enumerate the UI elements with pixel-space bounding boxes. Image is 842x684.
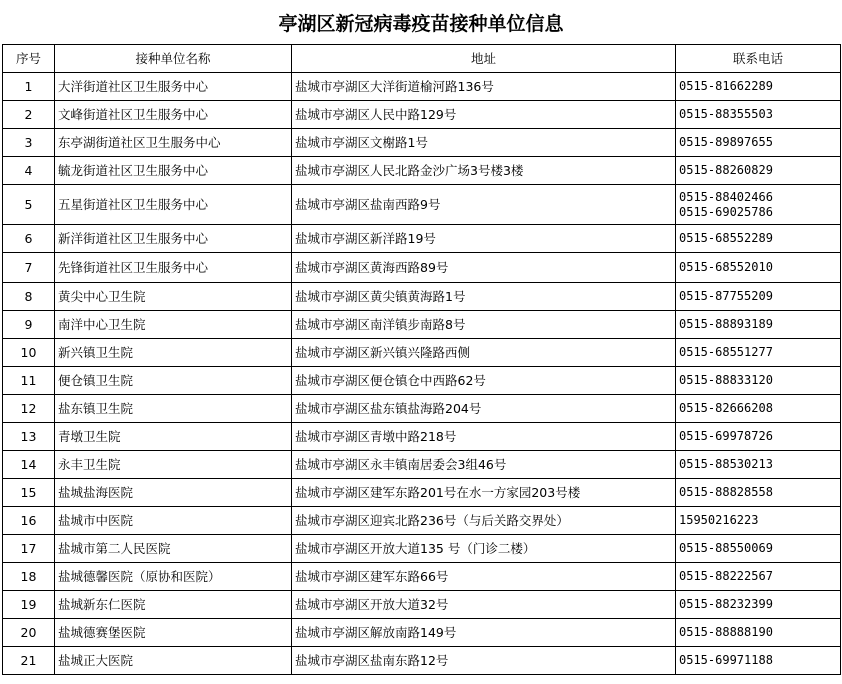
- cell-no: 6: [3, 225, 55, 253]
- table-row: [3, 225, 841, 253]
- header-no: 序号: [3, 45, 55, 73]
- cell-name: 永丰卫生院: [55, 451, 292, 479]
- header-name: 接种单位名称: [55, 45, 292, 73]
- cell-address: 盐城市亭湖区青墩中路218号: [292, 423, 676, 451]
- table-row: [3, 367, 841, 395]
- cell-name: 盐城盐海医院: [55, 479, 292, 507]
- cell-address: 盐城市亭湖区大洋街道榆河路136号: [292, 73, 676, 101]
- vaccination-sites-table: [2, 44, 841, 675]
- table-row: [3, 451, 841, 479]
- cell-name: 东亭湖街道社区卫生服务中心: [55, 129, 292, 157]
- cell-no: 19: [3, 591, 55, 619]
- cell-address: 盐城市亭湖区人民中路129号: [292, 101, 676, 129]
- cell-phone: 0515-69971188: [676, 647, 841, 675]
- cell-no: 11: [3, 367, 55, 395]
- table-row: [3, 73, 841, 101]
- cell-no: 12: [3, 395, 55, 423]
- cell-no: 1: [3, 73, 55, 101]
- cell-address: 盐城市亭湖区便仓镇仓中西路62号: [292, 367, 676, 395]
- cell-name: 盐城新东仁医院: [55, 591, 292, 619]
- table-row: [3, 535, 841, 563]
- cell-phone: 0515-88260829: [676, 157, 841, 185]
- cell-no: 14: [3, 451, 55, 479]
- cell-name: 先锋街道社区卫生服务中心: [55, 253, 292, 283]
- cell-no: 4: [3, 157, 55, 185]
- table-body: [3, 73, 841, 675]
- table-row: [3, 339, 841, 367]
- cell-name: 盐城正大医院: [55, 647, 292, 675]
- table-row: [3, 157, 841, 185]
- cell-address: 盐城市亭湖区文榭路1号: [292, 129, 676, 157]
- cell-no: 9: [3, 311, 55, 339]
- cell-phone: 0515-88550069: [676, 535, 841, 563]
- cell-address: 盐城市亭湖区盐南西路9号: [292, 185, 676, 225]
- cell-no: 16: [3, 507, 55, 535]
- cell-name: 毓龙街道社区卫生服务中心: [55, 157, 292, 185]
- cell-name: 便仓镇卫生院: [55, 367, 292, 395]
- cell-no: 20: [3, 619, 55, 647]
- table-row: [3, 563, 841, 591]
- cell-address: 盐城市亭湖区永丰镇南居委会3组46号: [292, 451, 676, 479]
- cell-phone: 0515-68552010: [676, 253, 841, 283]
- cell-name: 文峰街道社区卫生服务中心: [55, 101, 292, 129]
- cell-address: 盐城市亭湖区建军东路201号在水一方家园203号楼: [292, 479, 676, 507]
- cell-name: 黄尖中心卫生院: [55, 283, 292, 311]
- cell-name: 盐城德馨医院（原协和医院）: [55, 563, 292, 591]
- cell-name: 五星街道社区卫生服务中心: [55, 185, 292, 225]
- header-phone: 联系电话: [676, 45, 841, 73]
- cell-no: 8: [3, 283, 55, 311]
- cell-phone: 0515-88222567: [676, 563, 841, 591]
- cell-name: 南洋中心卫生院: [55, 311, 292, 339]
- cell-no: 5: [3, 185, 55, 225]
- cell-name: 盐城市中医院: [55, 507, 292, 535]
- table-row: [3, 647, 841, 675]
- table-row: [3, 507, 841, 535]
- cell-phone: 0515-69978726: [676, 423, 841, 451]
- table-row: [3, 395, 841, 423]
- cell-name: 盐城德赛堡医院: [55, 619, 292, 647]
- cell-address: 盐城市亭湖区开放大道32号: [292, 591, 676, 619]
- header-address: 地址: [292, 45, 676, 73]
- cell-phone: 0515-88828558: [676, 479, 841, 507]
- cell-address: 盐城市亭湖区黄海西路89号: [292, 253, 676, 283]
- cell-no: 13: [3, 423, 55, 451]
- table-header-row: [3, 45, 841, 73]
- cell-address: 盐城市亭湖区黄尖镇黄海路1号: [292, 283, 676, 311]
- cell-no: 18: [3, 563, 55, 591]
- cell-phone: 0515-88888190: [676, 619, 841, 647]
- table-row: [3, 101, 841, 129]
- cell-no: 7: [3, 253, 55, 283]
- cell-phone: 0515-88232399: [676, 591, 841, 619]
- cell-name: 青墩卫生院: [55, 423, 292, 451]
- table-row: [3, 619, 841, 647]
- cell-no: 21: [3, 647, 55, 675]
- phone-line: 0515-88402466: [679, 189, 773, 204]
- cell-name: 盐城市第二人民医院: [55, 535, 292, 563]
- page-title: 亭湖区新冠病毒疫苗接种单位信息: [278, 12, 564, 35]
- table-row: [3, 185, 841, 225]
- cell-phone: [676, 185, 841, 225]
- cell-phone: 0515-68551277: [676, 339, 841, 367]
- cell-phone: 0515-82666208: [676, 395, 841, 423]
- cell-address: 盐城市亭湖区新洋路19号: [292, 225, 676, 253]
- cell-address: 盐城市亭湖区盐东镇盐海路204号: [292, 395, 676, 423]
- cell-phone: 0515-89897655: [676, 129, 841, 157]
- cell-address: 盐城市亭湖区盐南东路12号: [292, 647, 676, 675]
- cell-address: 盐城市亭湖区迎宾北路236号（与后关路交界处）: [292, 507, 676, 535]
- table-row: [3, 479, 841, 507]
- table-row: [3, 591, 841, 619]
- cell-name: 新兴镇卫生院: [55, 339, 292, 367]
- cell-address: 盐城市亭湖区新兴镇兴隆路西侧: [292, 339, 676, 367]
- table-row: [3, 129, 841, 157]
- cell-phone: 0515-81662289: [676, 73, 841, 101]
- table-row: [3, 311, 841, 339]
- table-row: [3, 423, 841, 451]
- cell-phone: 0515-87755209: [676, 283, 841, 311]
- cell-no: 3: [3, 129, 55, 157]
- cell-no: 17: [3, 535, 55, 563]
- cell-name: 新洋街道社区卫生服务中心: [55, 225, 292, 253]
- phone-line: 0515-69025786: [679, 204, 773, 219]
- cell-address: 盐城市亭湖区人民北路金沙广场3号楼3楼: [292, 157, 676, 185]
- table-row: [3, 253, 841, 283]
- cell-phone: 0515-68552289: [676, 225, 841, 253]
- cell-no: 10: [3, 339, 55, 367]
- table-row: [3, 283, 841, 311]
- cell-phone: 15950216223: [676, 507, 841, 535]
- cell-name: 盐东镇卫生院: [55, 395, 292, 423]
- cell-no: 15: [3, 479, 55, 507]
- cell-phone: 0515-88530213: [676, 451, 841, 479]
- cell-address: 盐城市亭湖区建军东路66号: [292, 563, 676, 591]
- cell-no: 2: [3, 101, 55, 129]
- cell-phone: 0515-88893189: [676, 311, 841, 339]
- cell-name: 大洋街道社区卫生服务中心: [55, 73, 292, 101]
- cell-address: 盐城市亭湖区南洋镇步南路8号: [292, 311, 676, 339]
- cell-phone: 0515-88833120: [676, 367, 841, 395]
- cell-phone: 0515-88355503: [676, 101, 841, 129]
- cell-address: 盐城市亭湖区开放大道135 号（门诊二楼）: [292, 535, 676, 563]
- cell-address: 盐城市亭湖区解放南路149号: [292, 619, 676, 647]
